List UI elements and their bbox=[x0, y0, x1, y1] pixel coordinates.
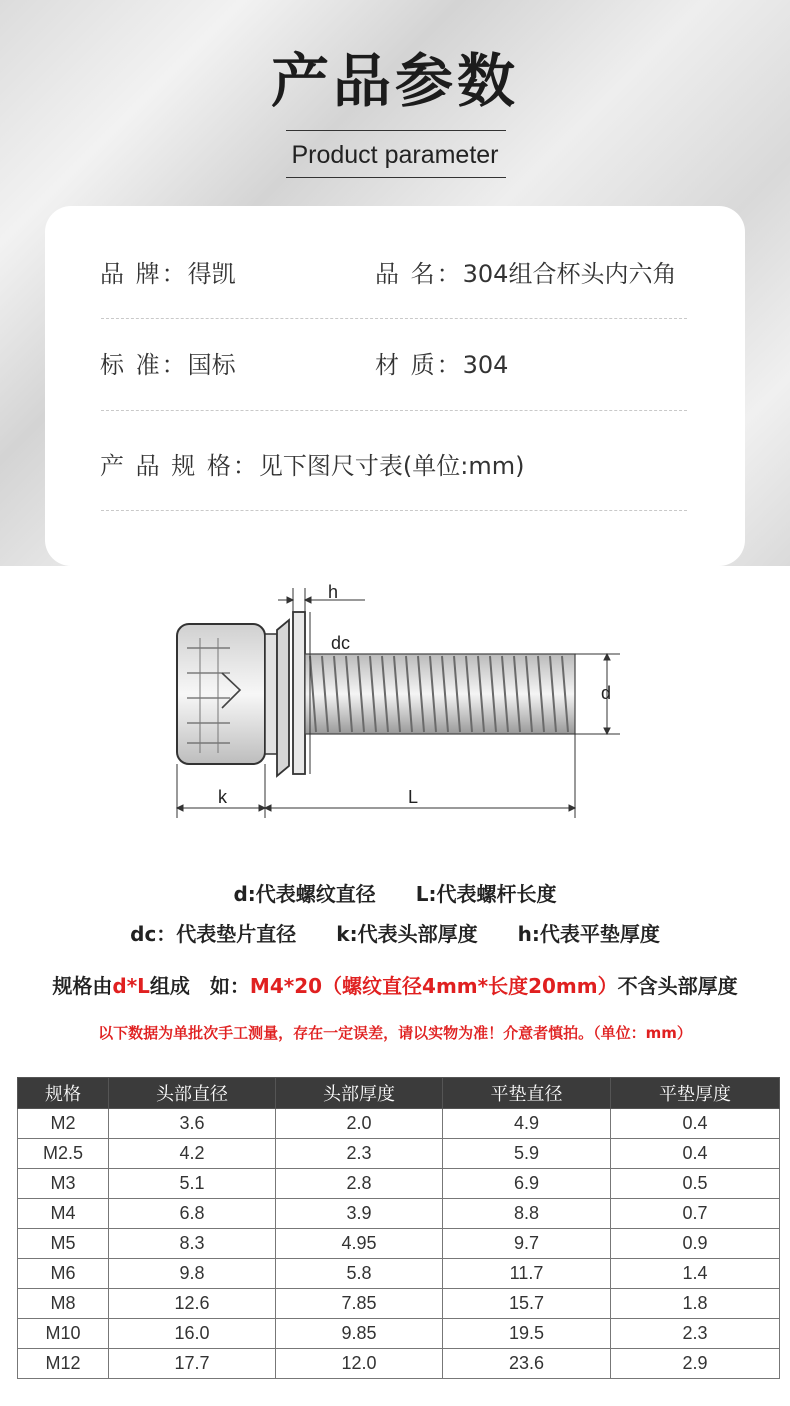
title-rule-top bbox=[286, 130, 506, 131]
label-h: h bbox=[328, 582, 339, 602]
divider bbox=[101, 510, 687, 511]
table-cell: M8 bbox=[18, 1289, 109, 1319]
size-table bbox=[17, 1077, 780, 1379]
table-cell: 0.9 bbox=[611, 1229, 780, 1259]
compose-suffix: 不含头部厚度 bbox=[617, 974, 738, 998]
table-cell: 2.3 bbox=[276, 1139, 443, 1169]
compose-prefix: 规格由 bbox=[52, 974, 113, 998]
table-cell: M10 bbox=[18, 1319, 109, 1349]
spring-washer bbox=[277, 620, 289, 776]
table-cell: 2.8 bbox=[276, 1169, 443, 1199]
table-row bbox=[18, 1259, 780, 1289]
flat-washer bbox=[293, 612, 305, 774]
table-cell: 5.1 bbox=[109, 1169, 276, 1199]
table-header: 规格 bbox=[18, 1078, 109, 1109]
spec-material-value: 304 bbox=[462, 351, 509, 379]
table-cell: 1.8 bbox=[611, 1289, 780, 1319]
table-cell: M12 bbox=[18, 1349, 109, 1379]
title-rule-bottom bbox=[286, 177, 506, 178]
spec-standard bbox=[100, 349, 236, 381]
table-cell: M6 bbox=[18, 1259, 109, 1289]
page-title: 产品参数 bbox=[270, 47, 519, 115]
table-cell: M2 bbox=[18, 1109, 109, 1139]
legend-h: h:代表平垫厚度 bbox=[517, 922, 660, 946]
table-cell: M3 bbox=[18, 1169, 109, 1199]
table-cell: M2.5 bbox=[18, 1139, 109, 1169]
table-cell: 0.4 bbox=[611, 1109, 780, 1139]
spec-brand-label: 品 牌： bbox=[100, 260, 188, 288]
spec-brand bbox=[100, 258, 236, 290]
legend-d: d:代表螺纹直径 bbox=[233, 882, 376, 906]
label-L: L bbox=[408, 787, 419, 807]
table-cell: 1.4 bbox=[611, 1259, 780, 1289]
table-cell: 23.6 bbox=[443, 1349, 611, 1379]
spec-size-label: 产 品 规 格： bbox=[100, 452, 259, 480]
spec-size-value: 见下图尺寸表(单位:mm) bbox=[258, 452, 525, 480]
table-cell: 15.7 bbox=[443, 1289, 611, 1319]
table-row bbox=[18, 1169, 780, 1199]
table-cell: 2.3 bbox=[611, 1319, 780, 1349]
label-d: d bbox=[601, 683, 612, 703]
spec-name-label: 品 名： bbox=[375, 260, 463, 288]
measurement-note: 以下数据为单批次手工测量，存在一定误差，请以实物为准！介意者慎拍。（单位：mm） bbox=[98, 1024, 692, 1042]
spec-material bbox=[375, 349, 508, 381]
spec-card bbox=[45, 206, 745, 566]
table-header: 平垫直径 bbox=[443, 1078, 611, 1109]
table-cell: 12.6 bbox=[109, 1289, 276, 1319]
table-cell: 17.7 bbox=[109, 1349, 276, 1379]
table-row bbox=[18, 1139, 780, 1169]
table-cell: 7.85 bbox=[276, 1289, 443, 1319]
table-cell: 9.7 bbox=[443, 1229, 611, 1259]
legend-dc: dc：代表垫片直径 bbox=[130, 922, 297, 946]
table-row bbox=[18, 1289, 780, 1319]
legend-row-2 bbox=[0, 920, 790, 948]
legend-row-1 bbox=[0, 880, 790, 908]
table-cell: 12.0 bbox=[276, 1349, 443, 1379]
label-k: k bbox=[218, 787, 227, 807]
table-row bbox=[18, 1199, 780, 1229]
label-dc: dc bbox=[331, 633, 351, 653]
spec-name-value: 304组合杯头内六角 bbox=[462, 260, 677, 288]
divider bbox=[101, 318, 687, 319]
spec-standard-label: 标 准： bbox=[100, 351, 188, 379]
spec-size bbox=[100, 450, 524, 482]
spec-standard-value: 国标 bbox=[187, 351, 236, 379]
table-cell: 4.2 bbox=[109, 1139, 276, 1169]
table-cell: M4 bbox=[18, 1199, 109, 1229]
table-cell: 9.85 bbox=[276, 1319, 443, 1349]
screw-diagram bbox=[160, 578, 630, 828]
table-cell: 6.9 bbox=[443, 1169, 611, 1199]
table-cell: 5.8 bbox=[276, 1259, 443, 1289]
table-header-row bbox=[18, 1078, 780, 1109]
table-cell: 11.7 bbox=[443, 1259, 611, 1289]
spec-name bbox=[375, 258, 676, 290]
table-cell: 2.0 bbox=[276, 1109, 443, 1139]
table-cell: 16.0 bbox=[109, 1319, 276, 1349]
spec-composition bbox=[0, 972, 790, 1000]
page-subtitle: Product parameter bbox=[291, 141, 499, 169]
table-row bbox=[18, 1349, 780, 1379]
table-cell: 6.8 bbox=[109, 1199, 276, 1229]
table-header: 头部厚度 bbox=[276, 1078, 443, 1109]
table-cell: 0.4 bbox=[611, 1139, 780, 1169]
table-cell: 4.9 bbox=[443, 1109, 611, 1139]
table-cell: 3.6 bbox=[109, 1109, 276, 1139]
compose-mid: 组成 如： bbox=[149, 974, 250, 998]
table-cell: 0.7 bbox=[611, 1199, 780, 1229]
table-cell: 19.5 bbox=[443, 1319, 611, 1349]
table-cell: M5 bbox=[18, 1229, 109, 1259]
compose-example: M4*20（螺纹直径4mm*长度20mm） bbox=[249, 974, 618, 998]
divider bbox=[101, 410, 687, 411]
table-cell: 5.9 bbox=[443, 1139, 611, 1169]
spec-material-label: 材 质： bbox=[375, 351, 463, 379]
table-cell: 2.9 bbox=[611, 1349, 780, 1379]
table-cell: 8.8 bbox=[443, 1199, 611, 1229]
table-cell: 0.5 bbox=[611, 1169, 780, 1199]
legend-L: L:代表螺杆长度 bbox=[415, 882, 557, 906]
top-banner bbox=[0, 0, 790, 566]
table-cell: 8.3 bbox=[109, 1229, 276, 1259]
legend-k: k:代表头部厚度 bbox=[336, 922, 478, 946]
table-header: 头部直径 bbox=[109, 1078, 276, 1109]
spec-brand-value: 得凯 bbox=[187, 260, 236, 288]
table-cell: 9.8 bbox=[109, 1259, 276, 1289]
table-cell: 3.9 bbox=[276, 1199, 443, 1229]
table-row bbox=[18, 1109, 780, 1139]
table-header: 平垫厚度 bbox=[611, 1078, 780, 1109]
table-cell: 4.95 bbox=[276, 1229, 443, 1259]
compose-dl: d*L bbox=[112, 974, 150, 998]
table-row bbox=[18, 1319, 780, 1349]
table-row bbox=[18, 1229, 780, 1259]
threaded-shank bbox=[305, 654, 575, 734]
